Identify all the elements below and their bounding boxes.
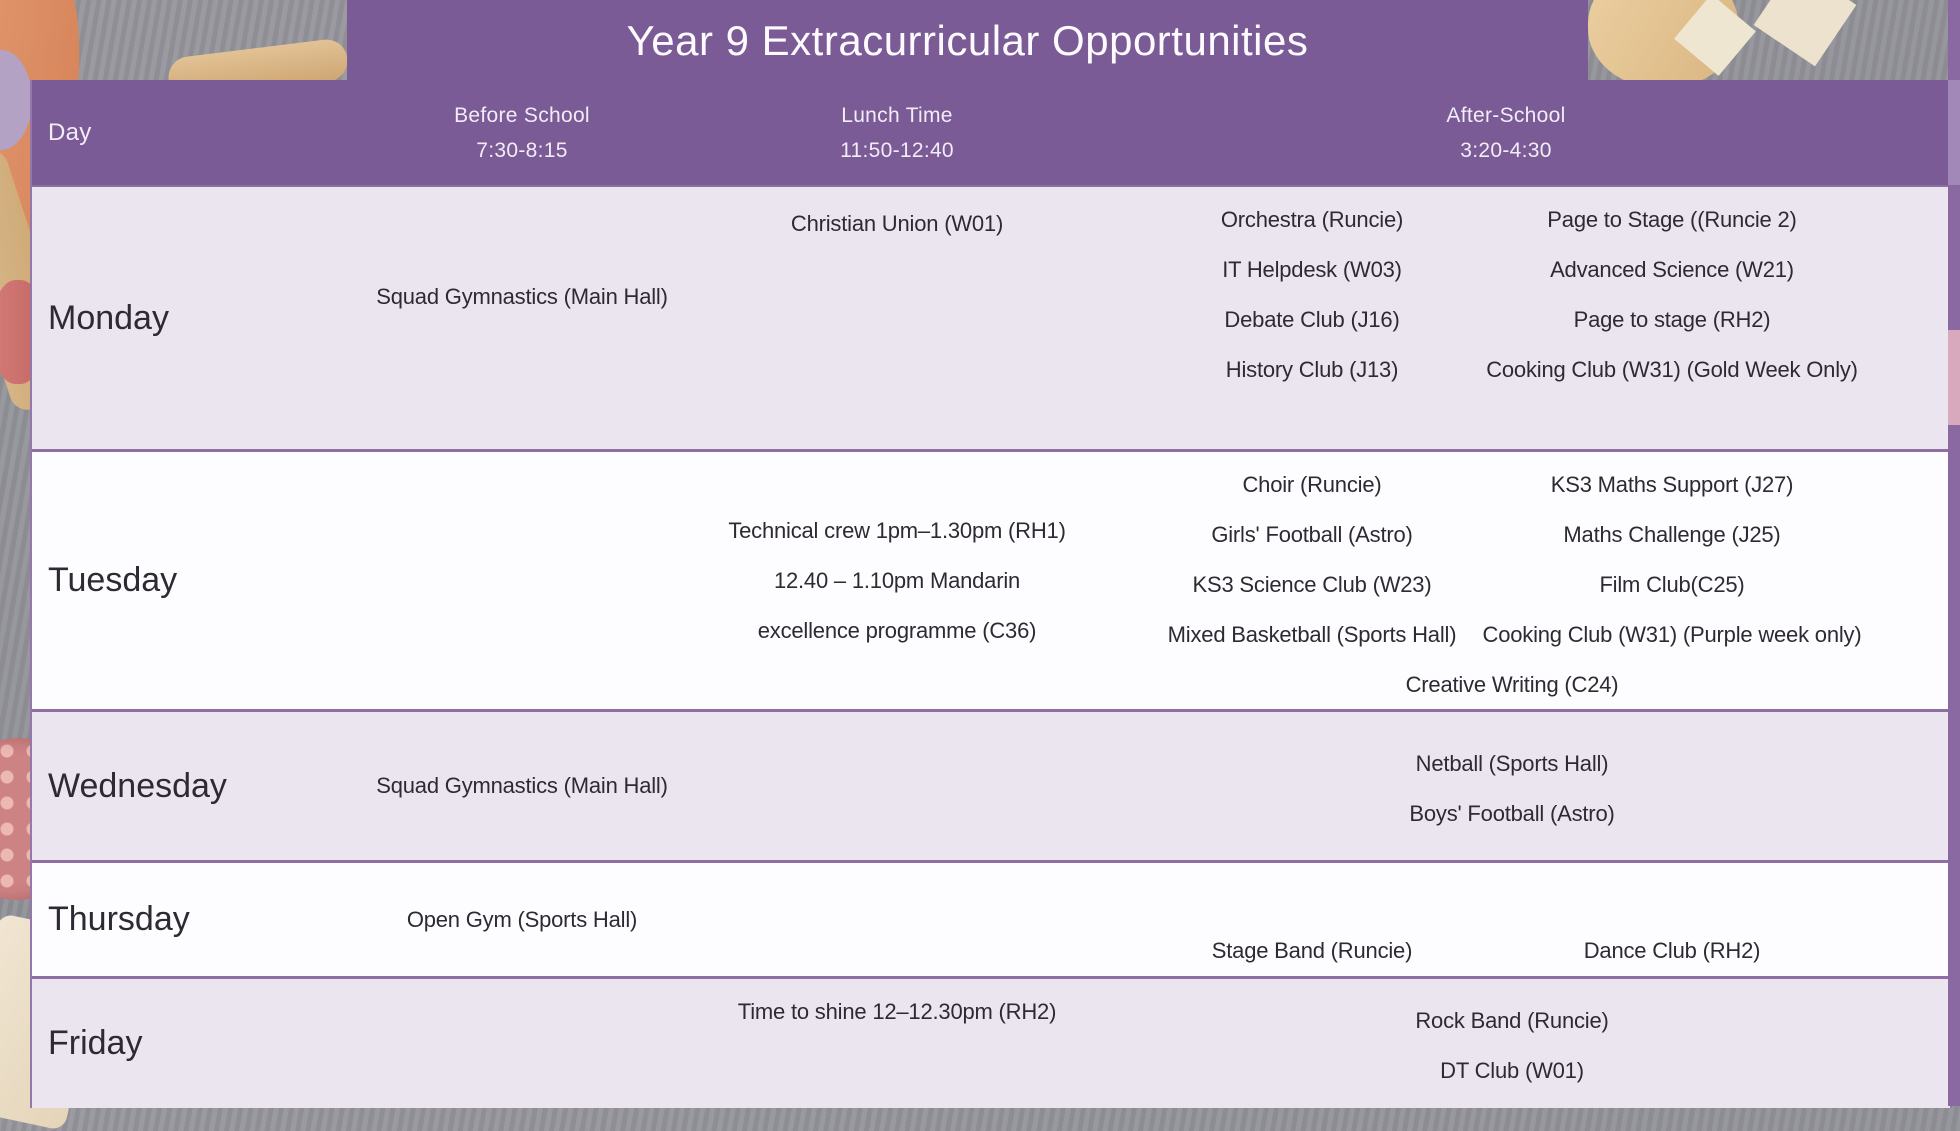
activity: Boys' Football (Astro) xyxy=(1409,801,1615,826)
day-cell xyxy=(32,712,312,860)
header-lunch-time-label: Lunch Time xyxy=(841,103,953,127)
table-row xyxy=(32,709,1950,860)
schedule-table xyxy=(30,80,1952,1108)
activity: Film Club(C25) xyxy=(1599,572,1745,597)
activity: Page to stage (RH2) xyxy=(1573,307,1771,332)
after-school-cell xyxy=(1062,712,1950,860)
day-label: Friday xyxy=(48,1024,143,1062)
header-before-school xyxy=(312,80,732,185)
header-before-school-label: Before School xyxy=(454,103,590,127)
table-row xyxy=(32,449,1950,709)
activity: Squad Gymnastics (Main Hall) xyxy=(376,773,668,798)
day-cell xyxy=(32,979,312,1108)
activity: 12.40 – 1.10pm Mandarin xyxy=(773,567,1021,593)
title-banner xyxy=(347,0,1588,82)
table-row xyxy=(32,860,1950,976)
activity: excellence programme (C36) xyxy=(757,617,1037,643)
lunch-cell xyxy=(732,712,1062,860)
day-label: Tuesday xyxy=(48,561,178,599)
after-school-right-column xyxy=(1486,195,1858,395)
page-title: Year 9 Extracurricular Opportunities xyxy=(626,17,1309,64)
activity: Mixed Basketball (Sports Hall) xyxy=(1167,622,1457,647)
activity: Squad Gymnastics (Main Hall) xyxy=(376,284,668,309)
table-body xyxy=(32,185,1950,1108)
lunch-cell xyxy=(732,979,1062,1108)
after-school-left-column xyxy=(1221,195,1403,395)
before-school-cell xyxy=(312,712,732,860)
after-school-right-column xyxy=(1483,460,1862,660)
lunch-activities xyxy=(738,979,1056,1037)
activity: Advanced Science (W21) xyxy=(1550,257,1794,282)
activity: DT Club (W01) xyxy=(1440,1058,1584,1083)
table-row xyxy=(32,976,1950,1108)
lunch-cell xyxy=(732,187,1062,449)
activity: Page to Stage ((Runcie 2) xyxy=(1547,207,1797,232)
right-edge-strip-segment xyxy=(1948,330,1960,425)
day-label: Monday xyxy=(48,298,169,337)
before-school-activities xyxy=(376,272,668,322)
activity: History Club (J13) xyxy=(1225,357,1399,382)
after-school-center-column xyxy=(1409,739,1614,839)
header-after-school xyxy=(1062,80,1950,185)
before-school-cell xyxy=(312,979,732,1108)
day-cell xyxy=(32,187,312,449)
activity: Girls' Football (Astro) xyxy=(1211,522,1413,547)
table-row xyxy=(32,185,1950,449)
activity: Rock Band (Runcie) xyxy=(1415,1008,1609,1033)
header-day-label: Day xyxy=(48,119,92,146)
before-school-cell xyxy=(312,452,732,709)
right-edge-strip xyxy=(1948,0,1960,1106)
right-edge-strip-segment xyxy=(1948,80,1960,185)
activity: Open Gym (Sports Hall) xyxy=(406,906,638,932)
day-cell xyxy=(32,452,312,709)
activity: Debate Club (J16) xyxy=(1224,307,1400,332)
activity: Time to shine 12–12.30pm (RH2) xyxy=(737,999,1057,1024)
header-after-school-time: 3:20-4:30 xyxy=(1460,138,1552,162)
activity: Maths Challenge (J25) xyxy=(1563,522,1781,547)
header-after-school-label: After-School xyxy=(1446,103,1566,127)
header-before-school-time: 7:30-8:15 xyxy=(476,138,568,162)
header-day xyxy=(32,80,312,185)
activity: Dance Club (RH2) xyxy=(1583,938,1761,963)
before-school-activities xyxy=(407,895,637,945)
before-school-activities xyxy=(376,761,668,811)
after-school-cell xyxy=(1062,979,1950,1108)
after-school-cell xyxy=(1062,187,1950,449)
activity: Orchestra (Runcie) xyxy=(1220,207,1404,232)
activity: Cooking Club (W31) (Gold Week Only) xyxy=(1486,357,1858,382)
activity: Christian Union (W01) xyxy=(790,211,1004,236)
activity: Technical crew 1pm–1.30pm (RH1) xyxy=(728,517,1066,543)
header-lunch-time-time: 11:50-12:40 xyxy=(840,138,954,162)
activity: KS3 Maths Support (J27) xyxy=(1550,472,1794,497)
day-label: Wednesday xyxy=(48,766,227,805)
cream-tile-photo xyxy=(1754,0,1857,66)
after-school-left-column xyxy=(1168,460,1457,660)
after-school-left-column xyxy=(1212,936,1412,966)
after-school-cell xyxy=(1062,452,1950,709)
before-school-cell xyxy=(312,863,732,976)
activity: Creative Writing (C24) xyxy=(1405,672,1619,697)
activity: Stage Band (Runcie) xyxy=(1211,938,1413,963)
lunch-cell xyxy=(728,452,1066,709)
before-school-cell xyxy=(312,187,732,449)
after-school-cell xyxy=(1062,863,1950,976)
lunch-activities xyxy=(791,187,1003,249)
activity: Netball (Sports Hall) xyxy=(1415,751,1609,776)
activity: Choir (Runcie) xyxy=(1242,472,1382,497)
activity: IT Helpdesk (W03) xyxy=(1222,257,1402,282)
lunch-cell xyxy=(732,863,1062,976)
day-label: Thursday xyxy=(48,900,190,938)
day-cell xyxy=(32,863,312,976)
lunch-activities xyxy=(728,506,1065,656)
after-school-center-column xyxy=(1415,996,1608,1096)
after-school-right-column xyxy=(1584,936,1761,966)
activity: KS3 Science Club (W23) xyxy=(1192,572,1432,597)
activity: Cooking Club (W31) (Purple week only) xyxy=(1482,622,1862,647)
after-school-center-column xyxy=(1406,660,1619,710)
table-header-row xyxy=(32,80,1950,185)
header-lunch-time xyxy=(732,80,1062,185)
